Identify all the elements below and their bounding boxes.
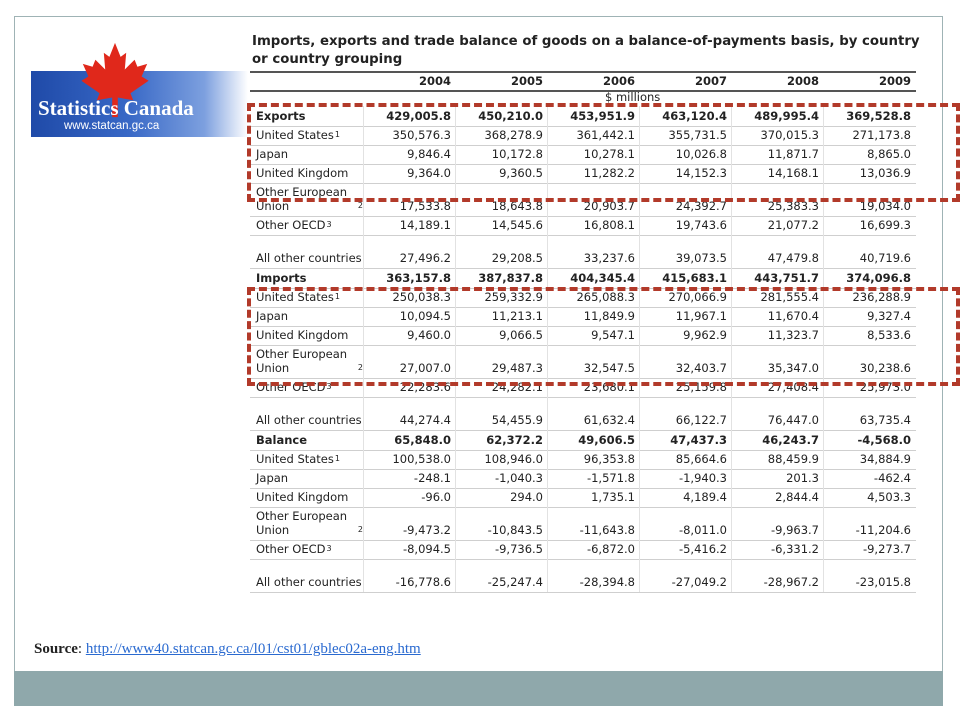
table-cell: 2,844.4 <box>731 488 823 507</box>
table-cell: -10,843.5 <box>455 507 547 540</box>
units-label: $ millions <box>605 90 661 104</box>
table-cell: 10,094.5 <box>363 307 455 326</box>
table-cell: 13,036.9 <box>823 164 915 183</box>
table-row <box>250 469 916 489</box>
source-separator: : <box>77 641 86 657</box>
table-cell: 4,189.4 <box>639 488 731 507</box>
table-cell: 21,077.2 <box>731 216 823 235</box>
table-cell: 259,332.9 <box>455 288 547 307</box>
table-cell: 9,360.5 <box>455 164 547 183</box>
table-cell: -9,736.5 <box>455 540 547 559</box>
table-cell: 10,278.1 <box>547 145 639 164</box>
table-cell: -6,872.0 <box>547 540 639 559</box>
source-link[interactable]: http://www40.statcan.gc.ca/l01/cst01/gblec02a-eng.htm <box>85 641 421 657</box>
table-cell: 16,808.1 <box>547 216 639 235</box>
table-cell: -16,778.6 <box>363 559 455 592</box>
exports-highlight-box <box>247 103 960 202</box>
table-cell: 19,743.6 <box>639 216 731 235</box>
table-cell: 25,383.3 <box>731 183 823 216</box>
table-row <box>250 559 916 593</box>
table-cell: 88,459.9 <box>731 450 823 469</box>
table-cell: 62,372.2 <box>455 430 547 450</box>
source-line <box>34 641 421 658</box>
table-cell: 27,408.4 <box>731 378 823 397</box>
row-label-text: Imports <box>256 271 307 285</box>
table-cell: 11,213.1 <box>455 307 547 326</box>
row-label-text: United Kingdom <box>256 328 349 342</box>
table-cell: -6,331.2 <box>731 540 823 559</box>
table-cell: 29,487.3 <box>455 345 547 378</box>
footnote-marker: 3 <box>326 382 332 391</box>
row-label <box>250 450 363 469</box>
footnote-marker: 2 <box>357 363 363 372</box>
table-cell: 19,034.0 <box>823 183 915 216</box>
table-cell: 250,038.3 <box>363 288 455 307</box>
table-row <box>250 488 916 508</box>
row-label-text: All other countries <box>256 413 362 427</box>
table-cell: -9,273.7 <box>823 540 915 559</box>
table-cell: -9,963.7 <box>731 507 823 540</box>
table-cell: 9,962.9 <box>639 326 731 345</box>
table-cell: 370,015.3 <box>731 126 823 145</box>
source-label: Source <box>34 641 78 657</box>
table-header <box>250 71 916 92</box>
table-cell: -8,011.0 <box>639 507 731 540</box>
row-label-text: United Kingdom <box>256 490 349 504</box>
row-label <box>250 469 363 488</box>
table-cell: -11,643.8 <box>547 507 639 540</box>
year-header: 2008 <box>786 74 819 88</box>
row-label-text: All other countries <box>256 575 362 589</box>
table-cell: 11,967.1 <box>639 307 731 326</box>
table-cell: 4,503.3 <box>823 488 915 507</box>
table-cell: 387,837.8 <box>455 268 547 288</box>
row-label <box>250 268 363 288</box>
footnote-marker: 1 <box>334 292 340 301</box>
row-label-text: United Kingdom <box>256 166 349 180</box>
table-cell: 44,274.4 <box>363 397 455 430</box>
row-label-text: United States <box>256 128 334 142</box>
table-cell: -1,040.3 <box>455 469 547 488</box>
table-cell: 22,283.6 <box>363 378 455 397</box>
table-cell: 29,208.5 <box>455 235 547 268</box>
row-label-text: United States <box>256 452 334 466</box>
footnote-marker: 2 <box>357 201 363 210</box>
table-cell: 14,545.6 <box>455 216 547 235</box>
table-cell: 25,973.0 <box>823 378 915 397</box>
table-row <box>250 450 916 470</box>
table-row <box>250 268 916 289</box>
table-cell: 54,455.9 <box>455 397 547 430</box>
table-cell: 236,288.9 <box>823 288 915 307</box>
table-cell: 30,238.6 <box>823 345 915 378</box>
table-cell: 18,643.8 <box>455 183 547 216</box>
table-cell: 14,189.1 <box>363 216 455 235</box>
table-cell: 369,528.8 <box>823 106 915 126</box>
table-cell: 49,606.5 <box>547 430 639 450</box>
table-cell: 27,007.0 <box>363 345 455 378</box>
footer-bar <box>14 671 943 706</box>
year-header: 2004 <box>418 74 451 88</box>
footnote-marker: 3 <box>326 220 332 229</box>
table-cell: 11,849.9 <box>547 307 639 326</box>
table-cell: 9,846.4 <box>363 145 455 164</box>
table-cell: -28,967.2 <box>731 559 823 592</box>
row-label-text: Other OECD <box>256 218 326 232</box>
table-cell: 1,735.1 <box>547 488 639 507</box>
footnote-marker: 1 <box>334 454 340 463</box>
table-cell: 8,865.0 <box>823 145 915 164</box>
table-cell: 11,871.7 <box>731 145 823 164</box>
table-cell: -9,473.2 <box>363 507 455 540</box>
table-cell: 350,576.3 <box>363 126 455 145</box>
table-cell: -28,394.8 <box>547 559 639 592</box>
row-label-text: Exports <box>256 109 306 123</box>
table-cell: 66,122.7 <box>639 397 731 430</box>
footnote-marker: 2 <box>357 525 363 534</box>
table-cell: 96,353.8 <box>547 450 639 469</box>
table-cell: 85,664.6 <box>639 450 731 469</box>
table-cell: 46,243.7 <box>731 430 823 450</box>
row-label-text: Other OECD <box>256 380 326 394</box>
row-label <box>250 430 363 450</box>
table-title: Imports, exports and trade balance of goods on a balance-of-payments basis, by country or country grouping <box>252 34 920 67</box>
table-cell: 63,735.4 <box>823 397 915 430</box>
row-label-text: Balance <box>256 433 308 447</box>
table-cell: 294.0 <box>455 488 547 507</box>
table-cell: 463,120.4 <box>639 106 731 126</box>
table-cell: 10,172.8 <box>455 145 547 164</box>
row-label-text: All other countries <box>256 251 362 265</box>
table-cell: 201.3 <box>731 469 823 488</box>
table-cell: 9,460.0 <box>363 326 455 345</box>
table-cell: 450,210.0 <box>455 106 547 126</box>
table-cell: 10,026.8 <box>639 145 731 164</box>
table-cell: 100,538.0 <box>363 450 455 469</box>
table-cell: -11,204.6 <box>823 507 915 540</box>
row-label-text: Other European Union <box>256 509 348 537</box>
row-label <box>250 507 363 540</box>
table-cell: 47,479.8 <box>731 235 823 268</box>
footnote-marker: 3 <box>326 544 332 553</box>
table-cell: -8,094.5 <box>363 540 455 559</box>
table-cell: 404,345.4 <box>547 268 639 288</box>
table-cell: 8,533.6 <box>823 326 915 345</box>
table-cell: 489,995.4 <box>731 106 823 126</box>
table-row <box>250 540 916 560</box>
table-cell: -27,049.2 <box>639 559 731 592</box>
table-cell: 39,073.5 <box>639 235 731 268</box>
table-cell: 65,848.0 <box>363 430 455 450</box>
table-cell: 14,152.3 <box>639 164 731 183</box>
table-cell: 9,327.4 <box>823 307 915 326</box>
table-cell: 281,555.4 <box>731 288 823 307</box>
year-header: 2005 <box>510 74 543 88</box>
table-row <box>250 235 916 269</box>
table-cell: 23,680.1 <box>547 378 639 397</box>
table-cell: -1,571.8 <box>547 469 639 488</box>
table-cell: -96.0 <box>363 488 455 507</box>
table-row <box>250 430 916 451</box>
imports-highlight-box <box>247 287 960 386</box>
year-header: 2007 <box>694 74 727 88</box>
year-header: 2009 <box>878 74 911 88</box>
table-cell: 40,719.6 <box>823 235 915 268</box>
table-cell: 17,533.8 <box>363 183 455 216</box>
row-label-text: United States <box>256 290 334 304</box>
table-row <box>250 397 916 431</box>
row-label-text: Japan <box>256 471 289 485</box>
table-cell: 25,159.8 <box>639 378 731 397</box>
table-cell: 34,884.9 <box>823 450 915 469</box>
table-cell: 361,442.1 <box>547 126 639 145</box>
table-cell: -25,247.4 <box>455 559 547 592</box>
table-cell: -4,568.0 <box>823 430 915 450</box>
row-label <box>250 488 363 507</box>
table-cell: -5,416.2 <box>639 540 731 559</box>
row-label <box>250 216 363 235</box>
row-label-text: Other OECD <box>256 542 326 556</box>
table-cell: 355,731.5 <box>639 126 731 145</box>
table-cell: 35,347.0 <box>731 345 823 378</box>
table-cell: 374,096.8 <box>823 268 915 288</box>
table-cell: 270,066.9 <box>639 288 731 307</box>
table-cell: -23,015.8 <box>823 559 915 592</box>
row-label <box>250 235 363 268</box>
table-cell: 368,278.9 <box>455 126 547 145</box>
table-cell: 429,005.8 <box>363 106 455 126</box>
table-cell: 11,323.7 <box>731 326 823 345</box>
logo-title: Statistics Canada <box>38 96 194 120</box>
table-cell: 453,951.9 <box>547 106 639 126</box>
table-cell: -248.1 <box>363 469 455 488</box>
table-cell: 24,392.7 <box>639 183 731 216</box>
table-row <box>250 216 916 236</box>
row-label-text: Japan <box>256 309 289 323</box>
table-cell: 61,632.4 <box>547 397 639 430</box>
table-cell: 11,670.4 <box>731 307 823 326</box>
table-cell: 265,088.3 <box>547 288 639 307</box>
table-cell: 363,157.8 <box>363 268 455 288</box>
table-row <box>250 507 916 541</box>
table-cell: 33,237.6 <box>547 235 639 268</box>
table-cell: 9,066.5 <box>455 326 547 345</box>
row-label-text: Japan <box>256 147 289 161</box>
year-header: 2006 <box>602 74 635 88</box>
row-label-text: Other European Union <box>256 185 348 213</box>
table-cell: 443,751.7 <box>731 268 823 288</box>
logo-url: www.statcan.gc.ca <box>64 120 160 132</box>
table-cell: 9,364.0 <box>363 164 455 183</box>
table-cell: 76,447.0 <box>731 397 823 430</box>
table-cell: 32,403.7 <box>639 345 731 378</box>
table-cell: 20,903.7 <box>547 183 639 216</box>
table-cell: 47,437.3 <box>639 430 731 450</box>
table-cell: -462.4 <box>823 469 915 488</box>
row-label <box>250 559 363 592</box>
table-cell: 16,699.3 <box>823 216 915 235</box>
table-cell: 9,547.1 <box>547 326 639 345</box>
table-cell: 24,282.1 <box>455 378 547 397</box>
table-cell: -1,940.3 <box>639 469 731 488</box>
table-cell: 27,496.2 <box>363 235 455 268</box>
table-cell: 271,173.8 <box>823 126 915 145</box>
row-label <box>250 540 363 559</box>
table-cell: 415,683.1 <box>639 268 731 288</box>
table-cell: 108,946.0 <box>455 450 547 469</box>
row-label <box>250 397 363 430</box>
table-cell: 11,282.2 <box>547 164 639 183</box>
footnote-marker: 1 <box>334 130 340 139</box>
row-label-text: Other European Union <box>256 347 348 375</box>
table-cell: 32,547.5 <box>547 345 639 378</box>
table-cell: 14,168.1 <box>731 164 823 183</box>
